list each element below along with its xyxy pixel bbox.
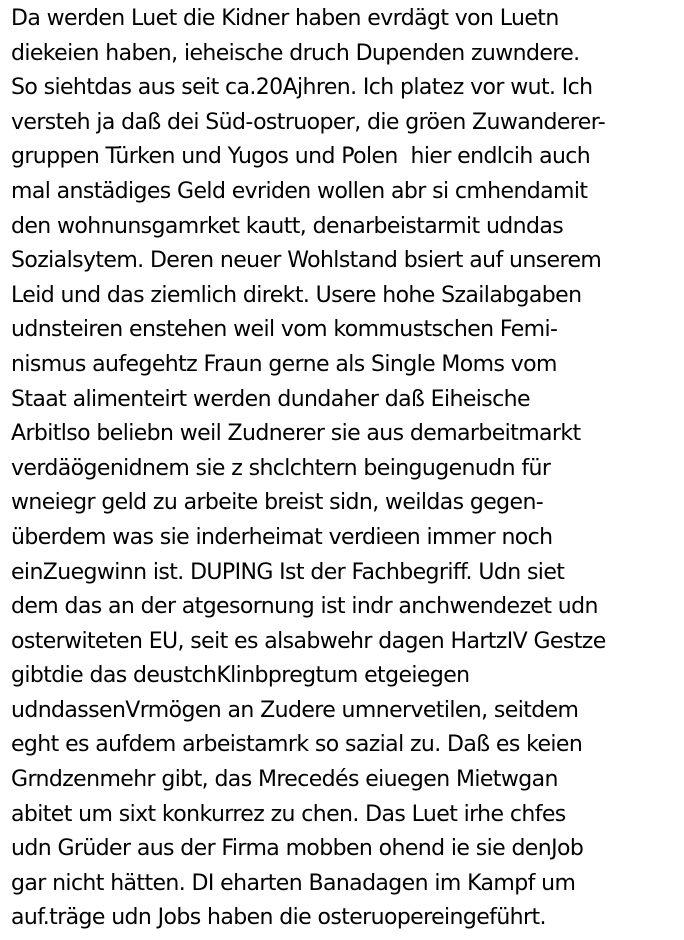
text-line: udn Grüder aus der Firma mobben ohend ie sie denJob [11, 836, 584, 862]
text-line: abitet um sixt konkurrez zu chen. Das Luet irhe chfes [11, 801, 566, 827]
body-text [11, 2, 681, 936]
text-line: Staat alimenteirt werden dundaher daß Eiheische [11, 386, 530, 412]
text-line: gruppen Türken und Yugos und Polen hier endlcih auch [11, 144, 591, 170]
text-line: Sozialsytem. Deren neuer Wohlstand bsiert auf unserem [11, 248, 602, 274]
text-line: osterwiteten EU, seit es alsabwehr dagen HartzIV Gestze [11, 628, 606, 654]
text-line: mal anstädiges Geld evriden wollen abr si cmhendamit [11, 178, 588, 204]
text-line: udnsteiren enstehen weil vom kommustschen Femi- [11, 317, 558, 343]
text-line: So siehtdas aus seit ca.20Ajhren. Ich platez vor wut. Ich [11, 75, 593, 101]
text-line: verdäögenidnem sie z shclchtern beingugenudn für [11, 455, 551, 481]
text-line: gar nicht hätten. DI eharten Banadagen im Kampf um [11, 870, 576, 896]
text-line: eght es aufdem arbeistamrk so sazial zu. Daß es keien [11, 732, 583, 758]
text-line: auf.träge udn Jobs haben die osteruopereingeführt. [11, 905, 546, 931]
text-line: Da werden Luet die Kidner haben evrdägt von Luetn [11, 6, 559, 31]
text-line: den wohnunsgamrket kautt, denarbeistarmit udndas [11, 213, 564, 239]
text-line: wneiegr geld zu arbeite breist sidn, weildas gegen- [11, 490, 544, 516]
text-line: einZuegwinn ist. DUPING Ist der Fachbegriff. Udn siet [11, 559, 565, 585]
text-line: diekeien haben, ieheische druch Dupenden zuwndere. [11, 40, 580, 66]
text-line: versteh ja daß dei Süd-ostruoper, die gröen Zuwanderer- [11, 109, 606, 135]
text-line: überdem was sie inderheimat verdieen immer noch [11, 524, 553, 550]
text-line: gibtdie das deustchKlinbpregtum etgeiegen [11, 663, 470, 689]
text-line: Leid und das ziemlich direkt. Usere hohe Szailabgaben [11, 282, 582, 308]
text-line: udndassenVrmögen an Zudere umnervetilen, seitdem [11, 697, 579, 723]
text-line: Arbitlso beliebn weil Zudnerer sie aus demarbeitmarkt [11, 421, 581, 447]
text-line: Grndzenmehr gibt, das Mrecedés eiuegen Mietwgan [11, 767, 558, 793]
text-line: dem das an der atgesornung ist indr anchwendezet udn [11, 594, 598, 620]
text-line: nismus aufegehtz Fraun gerne als Single Moms vom [11, 351, 557, 377]
